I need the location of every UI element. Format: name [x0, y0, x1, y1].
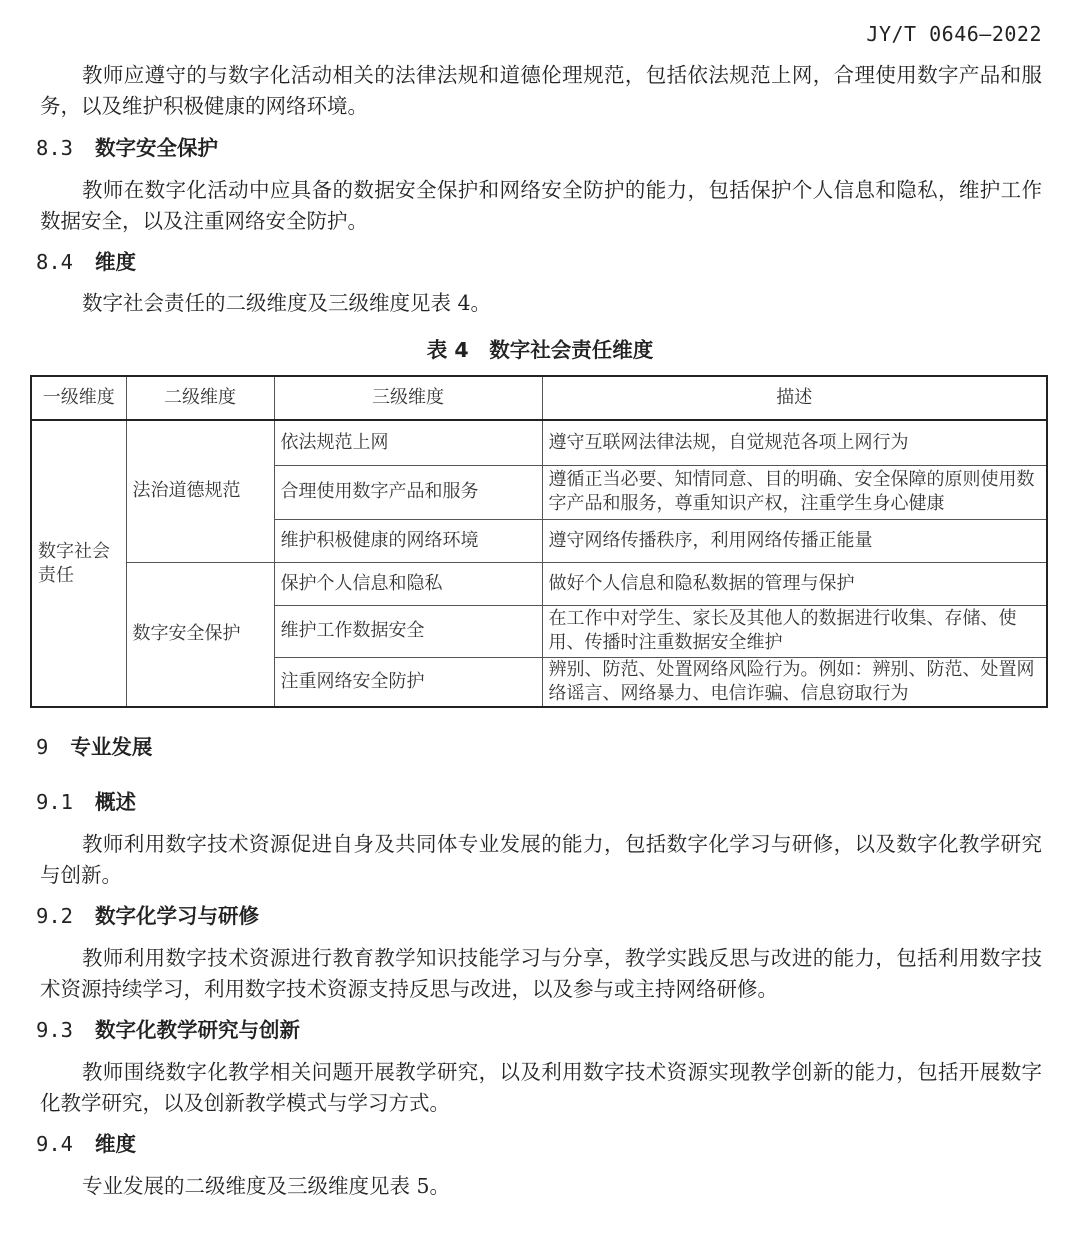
section-number: 9 — [36, 735, 49, 759]
section-number: 8.3 — [36, 136, 74, 160]
description-cell: 遵循正当必要、知情同意、目的明确、安全保障的原则使用数字产品和服务，尊重知识产权，注重学生身心健康 — [542, 465, 1047, 519]
level3-cell: 维护工作数据安全 — [274, 605, 542, 657]
heading-9-4 — [36, 1129, 136, 1160]
header-cell: 三级维度 — [274, 376, 542, 420]
header-cell: 二级维度 — [126, 376, 274, 420]
intro-paragraph: 教师应遵守的与数字化活动相关的法律法规和道德伦理规范，包括依法规范上网，合理使用数字产品和服务，以及维护积极健康的网络环境。 — [40, 63, 1042, 118]
paragraph-9-3: 教师围绕数字化教学相关问题开展教学研究，以及利用数字技术资源实现教学创新的能力，包括开展数字化教学研究，以及创新教学模式与学习方式。 — [40, 1060, 1042, 1115]
level2-cell: 法治道德规范 — [126, 420, 274, 562]
heading-9-2 — [36, 901, 259, 932]
level3-cell: 合理使用数字产品和服务 — [274, 465, 542, 519]
level3-cell: 保护个人信息和隐私 — [274, 562, 542, 605]
table-header-row — [31, 376, 1047, 420]
heading-9-1 — [36, 787, 136, 818]
description-cell: 遵守互联网法律法规，自觉规范各项上网行为 — [542, 420, 1047, 465]
paragraph-8-3: 教师在数字化活动中应具备的数据安全保护和网络安全防护的能力，包括保护个人信息和隐私，维护工作数据安全，以及注重网络安全防护。 — [40, 178, 1042, 233]
document-id: JY/T 0646—2022 — [866, 22, 1042, 46]
section-number: 8.4 — [36, 250, 74, 274]
level3-cell: 维护积极健康的网络环境 — [274, 519, 542, 562]
section-title: 维度 — [95, 250, 137, 274]
section-number: 9.2 — [36, 904, 74, 928]
header-cell: 描述 — [542, 376, 1047, 420]
heading-9-3 — [36, 1015, 300, 1046]
heading-8-3 — [36, 133, 218, 164]
level2-cell: 数字安全保护 — [126, 562, 274, 707]
section-title: 数字化教学研究与创新 — [95, 1018, 301, 1042]
paragraph-8-4: 数字社会责任的二级维度及三级维度见表 4。 — [82, 291, 492, 315]
table-caption: 表 4 数字社会责任维度 — [426, 338, 654, 362]
section-number: 9.4 — [36, 1132, 74, 1156]
section-title: 数字安全保护 — [95, 136, 219, 160]
table-row — [31, 420, 1047, 465]
dimension-table — [30, 375, 1048, 708]
level3-cell: 依法规范上网 — [274, 420, 542, 465]
section-title: 专业发展 — [70, 735, 153, 759]
heading-9 — [36, 732, 152, 763]
paragraph-9-2: 教师利用数字技术资源进行教育教学知识技能学习与分享，教学实践反思与改进的能力，包括利用数字技术资源持续学习，利用数字技术资源支持反思与改进，以及参与或主持网络研修。 — [40, 946, 1042, 1001]
level3-cell: 注重网络安全防护 — [274, 657, 542, 707]
description-cell: 辨别、防范、处置网络风险行为。例如：辨别、防范、处置网络谣言、网络暴力、电信诈骗、信息窃取行为 — [542, 657, 1047, 707]
section-title: 数字化学习与研修 — [95, 904, 260, 928]
paragraph-9-4: 专业发展的二级维度及三级维度见表 5。 — [82, 1174, 451, 1198]
description-cell: 做好个人信息和隐私数据的管理与保护 — [542, 562, 1047, 605]
paragraph-9-1: 教师利用数字技术资源促进自身及共同体专业发展的能力，包括数字化学习与研修，以及数字化教学研究与创新。 — [40, 832, 1042, 887]
section-number: 9.3 — [36, 1018, 74, 1042]
table-row — [31, 562, 1047, 605]
section-number: 9.1 — [36, 790, 74, 814]
description-cell: 遵守网络传播秩序，利用网络传播正能量 — [542, 519, 1047, 562]
level1-cell: 数字社会责任 — [31, 420, 126, 707]
heading-8-4 — [36, 247, 136, 278]
header-cell: 一级维度 — [31, 376, 126, 420]
section-title: 概述 — [95, 790, 137, 814]
section-title: 维度 — [95, 1132, 137, 1156]
description-cell: 在工作中对学生、家长及其他人的数据进行收集、存储、使用、传播时注重数据安全维护 — [542, 605, 1047, 657]
